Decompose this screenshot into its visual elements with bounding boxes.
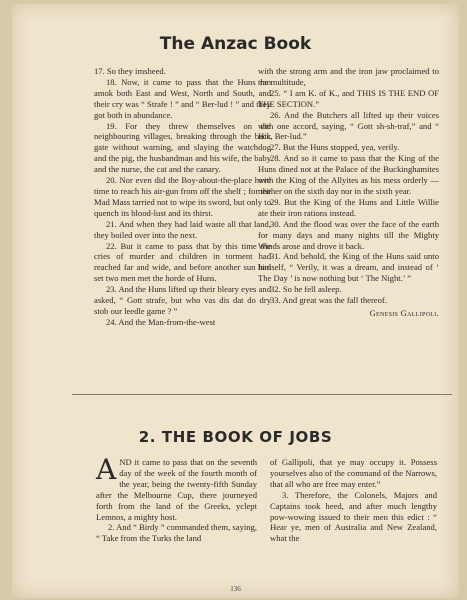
signature: Genesis Gallipoli.	[369, 307, 439, 318]
paragraph: 26. And the Butchers all lifted up their voices with one accord, saying, “ Gott sh-sh-traf,” and “ Hic, Ber-lud.”	[258, 109, 439, 142]
part2-left-column	[96, 453, 257, 544]
section-title: 2. THE BOOK OF JOBS	[138, 428, 333, 446]
paragraph: of Gallipoli, that ye may occupy it. Possess yourselves also of the command of the Narrows, that all who are free may enter.”	[270, 457, 437, 489]
paragraph: 31. And behold, the King of the Huns said unto himself, “ Verily, it was a dream, and instead of ‘ The Day ’ is now nothing but ‘ The Night.’ ”	[258, 251, 439, 284]
paragraph: 22. But it came to pass that by this time the cries of murder and children in torment had reached far and wide, and before another sun had set two men met the horde of Huns.	[94, 240, 271, 284]
book-page	[12, 4, 459, 598]
paragraph: 20. Nor even did the Boy-about-the-place have time to reach his air-gun from off the shelf ; for the Mad Mass tarried not to wipe its sword, but only to quench its blood-lust and its thirst.	[94, 175, 271, 218]
part2-right-column	[270, 457, 437, 544]
paragraph: 29. But the King of the Huns and Little Willie ate their iron rations instead.	[258, 196, 439, 218]
part1-right-column	[258, 66, 439, 319]
part1-left-column	[94, 66, 271, 328]
paragraph: 32. So he fell asleep.	[270, 284, 342, 295]
paragraph: 2. And “ Birdy ” commanded them, saying, “ Take from the Turks the land	[96, 522, 257, 544]
paragraph: with the strong arm and the iron jaw proclaimed to the multitude,	[258, 66, 439, 87]
paragraph: 19. For they threw themselves on the neighbouring villages, breaking through the back gate without warning, and slaying the watchdog and the pig, the husbandman and his wife, the baby and the nurse, the cat and the canary.	[94, 120, 271, 175]
paragraph: 28. And so it came to pass that the King of the Huns dined not at the Palace of the Buckinghamites with the King of the Allyites as his mess orderly —neither on the sixth day nor in the sixth year.	[258, 153, 439, 196]
paragraph: 3. Therefore, the Colonels, Majors and Captains took heed, and after much lengthy pow-wowing issued to their men this edict : “ Hear ye, men of Australia and New Zealand, what the	[270, 489, 437, 544]
paragraph: 25. “ I am K. of K., and THIS IS THE END OF THE SECTION.”	[258, 87, 439, 109]
section-divider	[72, 394, 452, 395]
page-title: The Anzac Book	[159, 34, 312, 54]
paragraph	[96, 453, 257, 522]
paragraph: 17. So they imsheed.	[94, 66, 166, 76]
page-number: 136	[230, 585, 241, 593]
paragraph-text: ND it came to pass that on the seventh day of the week of the fourth month of the year, being the twenty-fifth Sunday after the Melbourne Cup, there journeyed forth from the land of the Greeks, yclept Lemnos, a mighty host.	[96, 457, 257, 522]
paragraph: 33. And great was the fall thereof.	[270, 295, 387, 306]
paragraph: 18. Now, it came to pass that the Huns ran amok both East and West, North and South, and their cry was “ Strafe ! ” and “ Ber-lud ! ” and they got both in abundance.	[94, 76, 271, 120]
paragraph: 27. But the Huns stopped, yea, verily.	[270, 142, 400, 153]
paragraph: 24. And the Man-from-the-west	[106, 316, 216, 327]
paragraph: 30. And the flood was over the face of the earth for many days and many nights till the Mighty Winds arose and drove it back.	[258, 218, 439, 251]
drop-cap: A	[96, 453, 117, 486]
paragraph: 23. And the Huns lifted up their bleary eyes and asked, “ Gott strafe, but who vas dis dat do dry stob our leedle game ? ”	[94, 284, 271, 316]
paragraph: 21. And when they had laid waste all that land, they boiled over into the next.	[94, 218, 271, 240]
